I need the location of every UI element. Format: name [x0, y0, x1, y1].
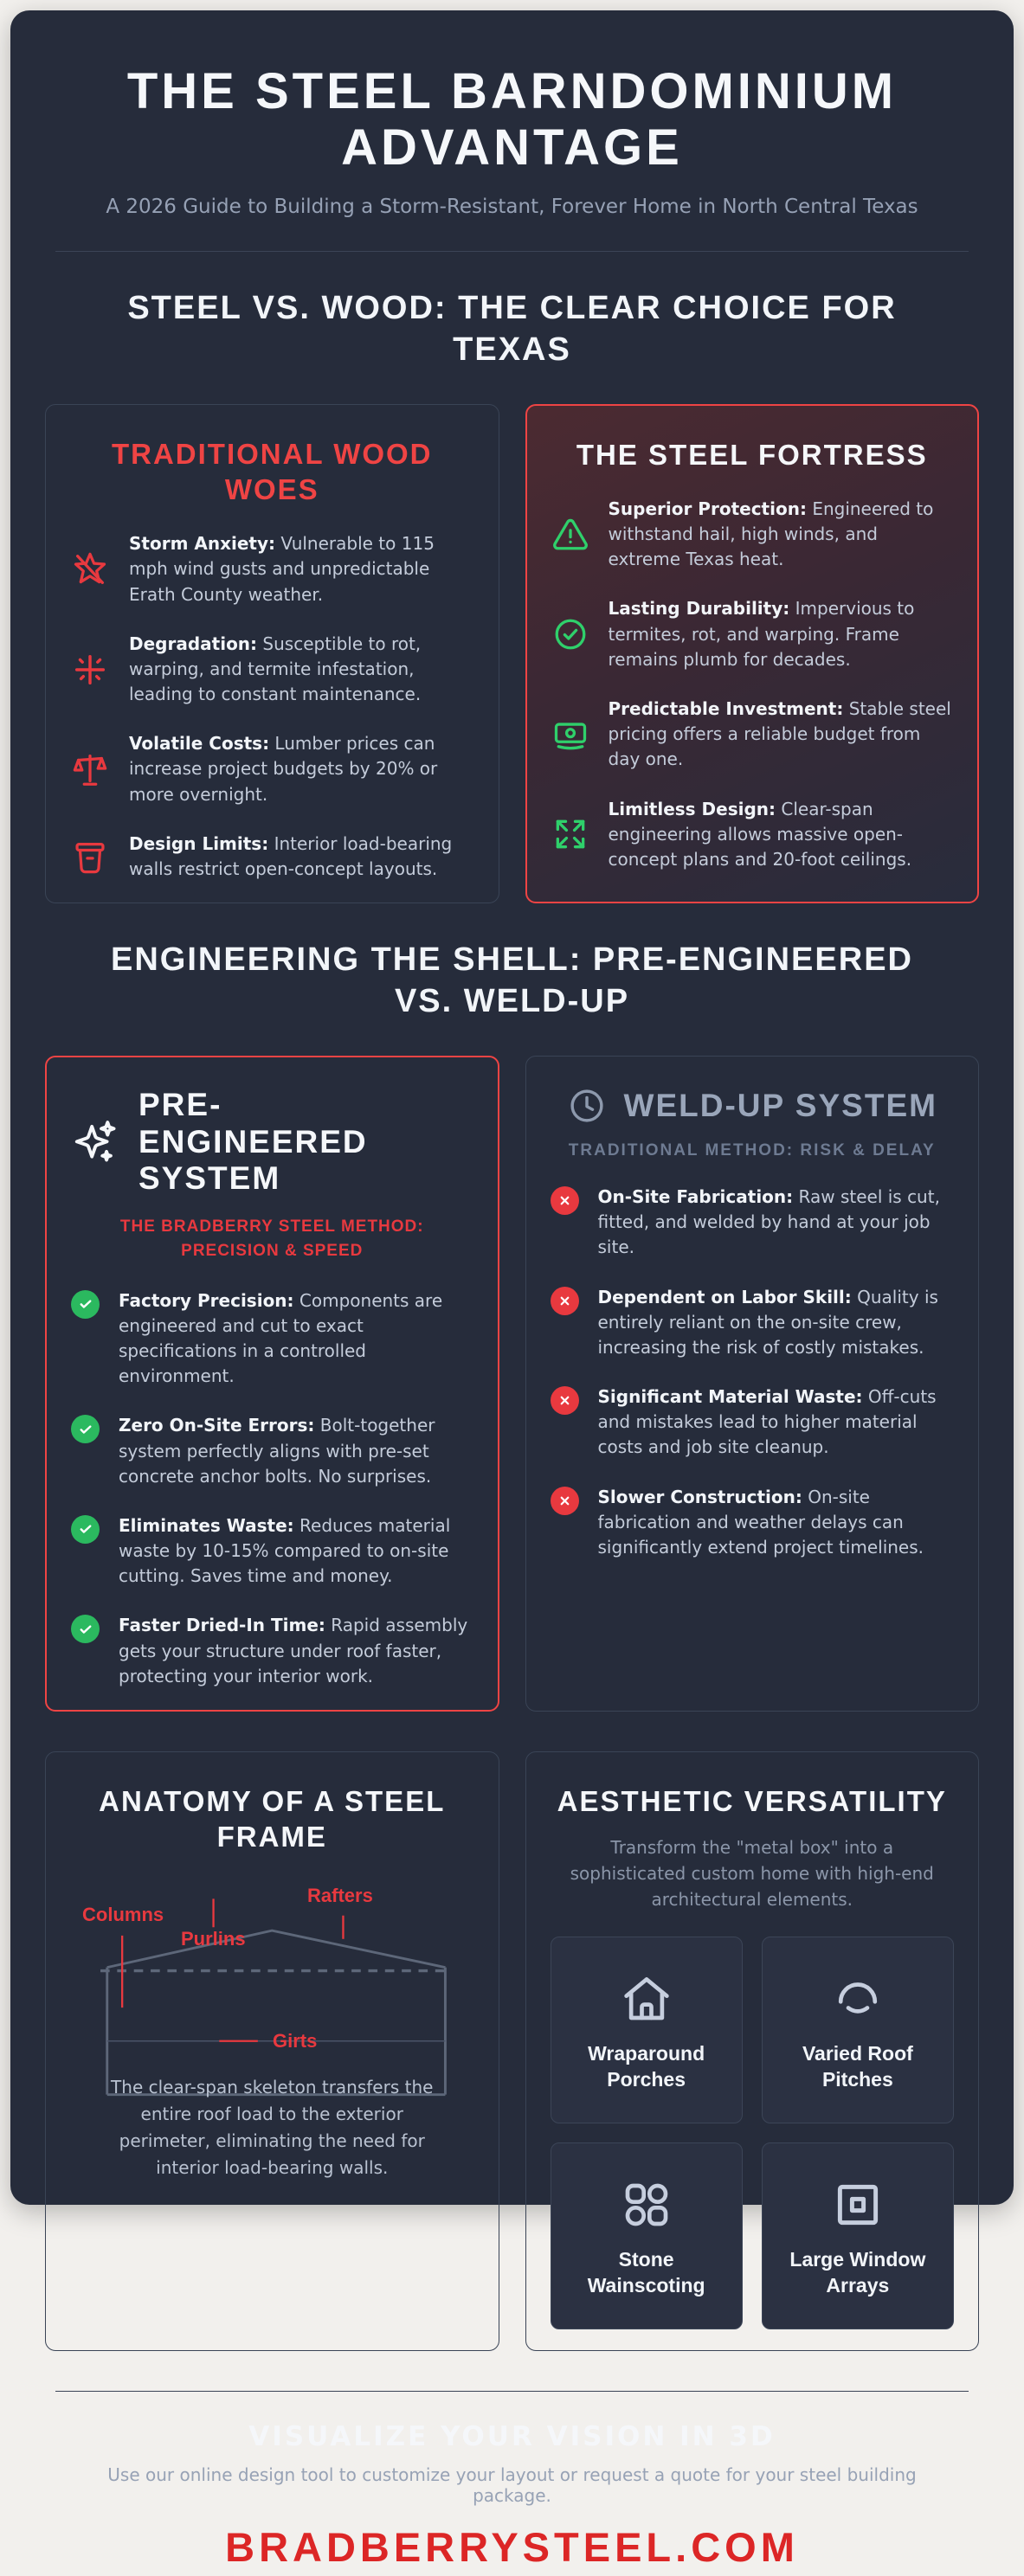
check-bullet-icon [71, 1515, 100, 1544]
clock-icon [567, 1086, 607, 1126]
check-bullet-icon [71, 1290, 100, 1319]
weld-card-subtitle: TRADITIONAL METHOD: RISK & DELAY [568, 1140, 936, 1160]
weld-up-card [525, 1056, 980, 1712]
list-item [551, 1384, 955, 1461]
list-item [551, 797, 954, 873]
home-icon [618, 1970, 675, 2027]
diagram-label-purlins: Purlins [181, 1927, 246, 1950]
x-bullet-icon [551, 1386, 579, 1415]
roof-arc-icon [829, 1970, 886, 2027]
weld-card-title: WELD-UP SYSTEM [623, 1087, 937, 1123]
x-bullet-icon [551, 1487, 579, 1515]
list-item [70, 632, 474, 708]
section1-cards [45, 404, 979, 904]
expand-arrows-icon [551, 815, 589, 853]
list-item [551, 697, 954, 773]
list-item-text: Eliminates Waste: Reduces material waste by 10-15% compared to on-site cutting. Saves time and money. [119, 1514, 451, 1587]
page-title: THE STEEL BARNDOMINIUM ADVANTAGE [126, 63, 898, 176]
anatomy-card-title: ANATOMY OF A STEEL FRAME [99, 1785, 446, 1853]
list-item [71, 1613, 473, 1689]
anatomy-card [45, 1751, 499, 2351]
pre-card-header [71, 1087, 473, 1198]
anatomy-caption: The clear-span skeleton transfers the entire roof load to the exterior perimeter, eliminating the need for interior load-bearing walls. [111, 2076, 434, 2178]
steel-fortress-card [525, 404, 980, 904]
list-item [551, 1285, 955, 1361]
section2-heading: ENGINEERING THE SHELL: PRE-ENGINEERED VS. WELD-UP [111, 941, 913, 1020]
list-item [70, 731, 474, 807]
section2-cards [45, 1056, 979, 1712]
website-link[interactable]: BRADBERRYSTEEL.COM [225, 2524, 799, 2571]
banknote-icon [551, 716, 589, 754]
list-item [551, 1485, 955, 1561]
diagram-label-columns: Columns [82, 1903, 164, 1925]
list-item-text: Lasting Durability: Impervious to termites, rot, and warping. Frame remains plumb for decades. [608, 598, 915, 670]
pre-card-subtitle: THE BRADBERRY STEEL METHOD: PRECISION & SPEED [119, 1217, 424, 1261]
list-item-text: Degradation: Susceptible to rot, warping, and termite infestation, leading to constant maintenance. [129, 633, 422, 705]
list-item-text: Dependent on Labor Skill: Quality is entirely reliant on the on-site crew, increasing the risk of costly mistakes. [597, 1286, 938, 1358]
weld-card-header [551, 1086, 955, 1126]
list-item-text: On-Site Fabrication: Raw steel is cut, fitted, and welded by hand at your job site. [597, 1185, 940, 1258]
list-item-text: Superior Protection: Engineered to withstand hail, high winds, and extreme Texas heat. [608, 498, 934, 570]
list-item-text: Zero On-Site Errors: Bolt-together system perfectly aligns with pre-set concrete anchor bolts. No surprises. [119, 1415, 435, 1487]
footer-divider [55, 2391, 969, 2392]
aesthetic-subtitle: Transform the "metal box" into a sophisticated custom home with high-end architectural elements. [570, 1837, 934, 1911]
window-icon [829, 2176, 886, 2233]
list-item-text: Design Limits: Interior load-bearing walls restrict open-concept layouts. [129, 832, 453, 880]
tile-varied-roof-pitches [762, 1937, 954, 2123]
list-item-text: Predictable Investment: Stable steel pricing offers a reliable budget from day one. [608, 698, 951, 770]
tile-label: Stone Wainscoting [587, 2248, 705, 2297]
list-item [551, 497, 954, 573]
list-item [551, 596, 954, 672]
aesthetic-tiles [551, 1937, 955, 2329]
header-divider [55, 251, 969, 252]
bucket-icon [70, 837, 110, 877]
tile-label: Wraparound Porches [588, 2042, 705, 2091]
diagram-label-rafters: Rafters [307, 1884, 373, 1906]
list-item-text: Factory Precision: Components are engineered and cut to exact specifications in a controlled environment. [119, 1289, 443, 1387]
tile-label: Large Window Arrays [789, 2248, 926, 2297]
list-item-text: Faster Dried-In Time: Rapid assembly gets your structure under roof faster, protecting your interior work. [119, 1615, 468, 1686]
list-item-text: Limitless Design: Clear-span engineering allows massive open-concept plans and 20-foot ceilings. [608, 798, 912, 870]
pre-engineered-card [45, 1056, 499, 1712]
aesthetic-card-title: AESTHETIC VERSATILITY [557, 1785, 947, 1818]
list-item-text: Volatile Costs: Lumber prices can increase project budgets by 20% or more overnight. [129, 733, 438, 805]
section1-heading: STEEL VS. WOOD: THE CLEAR CHOICE FOR TEXAS [127, 289, 897, 368]
grid-squares-icon [618, 2176, 675, 2233]
wood-woes-card [45, 404, 499, 904]
wood-card-title: TRADITIONAL WOOD WOES [111, 437, 433, 505]
list-item [71, 1288, 473, 1390]
sparkles-icon [71, 1117, 121, 1167]
scales-icon [70, 749, 110, 789]
tile-wraparound-porches [551, 1937, 743, 2123]
list-item-text: Significant Material Waste: Off-cuts and mistakes lead to higher material costs and job site cleanup. [597, 1386, 937, 1458]
section3-cards [45, 1751, 979, 2351]
list-item [71, 1413, 473, 1489]
list-item [70, 832, 474, 882]
tile-label: Varied Roof Pitches [802, 2042, 913, 2091]
storm-slash-icon [70, 549, 110, 589]
footer-heading: VISUALIZE YOUR VISION IN 3D [248, 2421, 776, 2453]
footer-text: Use our online design tool to customize your layout or request a quote for your steel building package. [107, 2464, 917, 2507]
list-item [71, 1513, 473, 1590]
x-bullet-icon [551, 1287, 579, 1315]
alert-triangle-icon [551, 516, 589, 554]
infographic-page [10, 10, 1014, 2571]
tile-stone-wainscoting [551, 2142, 743, 2329]
check-circle-icon [551, 615, 589, 653]
tile-large-window-arrays [762, 2142, 954, 2329]
pre-card-title: PRE-ENGINEERED SYSTEM [138, 1086, 368, 1197]
x-bullet-icon [551, 1186, 579, 1215]
diagram-label-girts: Girts [273, 2029, 318, 2052]
aesthetic-card [525, 1751, 980, 2351]
list-item [551, 1185, 955, 1261]
check-bullet-icon [71, 1415, 100, 1443]
list-item-text: Storm Anxiety: Vulnerable to 115 mph wind gusts and unpredictable Erath County weather. [129, 533, 435, 605]
degradation-burst-icon [70, 650, 110, 690]
footer [45, 2351, 979, 2576]
page-subtitle: A 2026 Guide to Building a Storm-Resistant, Forever Home in North Central Texas [106, 195, 918, 218]
list-item [70, 531, 474, 607]
steel-card-title: THE STEEL FORTRESS [576, 438, 928, 471]
list-item-text: Slower Construction: On-site fabrication and weather delays can significantly extend project timelines. [597, 1486, 924, 1558]
check-bullet-icon [71, 1615, 100, 1643]
